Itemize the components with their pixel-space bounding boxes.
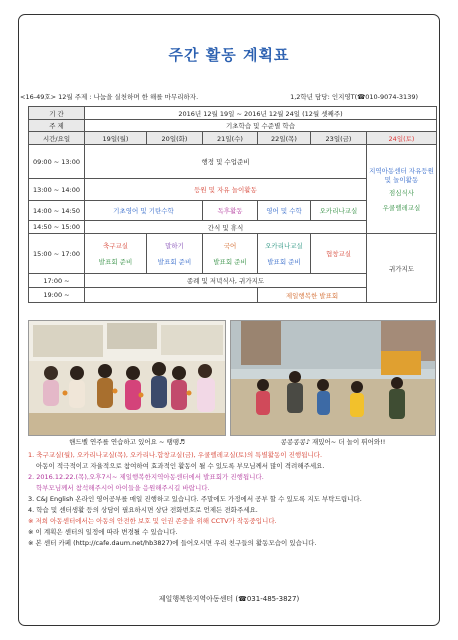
english-math-cell: 영어 및 수학: [258, 201, 311, 221]
period-label: 기 간: [29, 107, 85, 120]
notice-list: [28, 450, 432, 549]
sat-lunch: 점심식사: [388, 189, 415, 197]
recital-prep: 발표회 준비: [267, 257, 301, 266]
sat-ukulele: 우쿨렐레교실: [382, 204, 421, 212]
page-title: 주간 활동 계획표: [168, 46, 290, 64]
dismissal-dinner-cell: 종례 및 저녁식사, 귀가지도: [85, 274, 367, 288]
time-day-header: 시간/요일: [29, 132, 85, 145]
speaking-class: 말하기: [165, 241, 184, 250]
ocarina-cell: 오카리나교실: [311, 201, 367, 221]
notice-item: ※ 저희 아동센터에서는 아동의 안전한 보호 및 인권 존중을 위해 CCTV가 작동중입니다.: [28, 517, 277, 525]
day-wed: 21일(수): [203, 132, 258, 145]
korean-class: 국어: [223, 241, 237, 250]
notice-item: 3. C&J English 온라인 영어공부를 매일 진행하고 있습니다. 주말에도 가정에서 공부 할 수 있도록 지도 부탁드립니다.: [28, 495, 362, 503]
time-slot: 19:00 ~: [29, 288, 85, 303]
time-slot: 17:00 ~: [29, 274, 85, 288]
period-value: 2016년 12월 19일 ~ 2016년 12월 24일 (12월 셋째주): [85, 107, 437, 120]
notice-item: ※ 이 계획은 센터의 일정에 따라 변경될 수 있습니다.: [28, 528, 178, 536]
teacher-contact: 1,2학년 담당: 인지영T(☎010-9074-3139): [290, 93, 418, 101]
notice-item: ※ 본 센터 카페 (http://cafe.daum.net/hb3827)에 들어오시면 우리 친구들의 활동모습이 있습니다.: [28, 539, 317, 547]
day-fri: 23일(금): [311, 132, 367, 145]
monthly-theme-line: <16-49호> 12월 주제 : 나눔을 실천하며 한 해를 마무리하자.: [20, 93, 199, 101]
theme-value: 기초학습 및 수준별 학습: [85, 120, 437, 132]
admin-prep-cell: 행정 및 수업준비: [85, 145, 367, 179]
notice-item: 1. 축구교실(월), 오카리나교실(목), 오카리나.합창교실(금), 우쿨렐레교실(토)의 특별활동이 진행됩니다.: [28, 451, 323, 459]
time-slot: 15:00 ~ 17:00: [29, 234, 85, 274]
basic-english-math-cell: 기초영어 및 기탄수학: [85, 201, 203, 221]
day-thu: 22일(목): [258, 132, 311, 145]
handbell-caption: 핸드벨 연주를 연습하고 있어요 ~ 땡땡♬: [69, 438, 185, 446]
reading-activity-cell: 독후활동: [203, 201, 258, 221]
sat-go-home: 귀가지도: [367, 234, 437, 303]
notice-item: 학부모님께서 참석해주시어 아이들을 응원해주시길 바랍니다.: [36, 484, 210, 492]
snack-break-cell: 간식 및 휴식: [85, 221, 367, 234]
free-play-cell: 등원 및 자유 놀이활동: [85, 179, 367, 201]
notice-item: 아동이 적극적이고 자율적으로 참여하여 효과적인 활동이 될 수 있도록 부모님께서 많이 격려해주세요.: [36, 462, 325, 470]
ocarina-class: 오카리나교실: [265, 241, 303, 250]
playground-caption: 콩콩콩콩♪ 재밌어~ 더 놀이 뛰어와!!: [280, 438, 386, 446]
time-slot: 14:00 ~ 14:50: [29, 201, 85, 221]
soccer-class: 축구교실: [102, 241, 129, 250]
weekly-schedule-table: [28, 106, 437, 303]
recital-prep: 발표회 준비: [213, 257, 247, 266]
recital-event-cell: 제일행복한 발표회: [258, 288, 367, 303]
playground-photo: [230, 320, 436, 436]
choir-class-cell: 협창교실: [311, 234, 367, 274]
time-slot: 14:50 ~ 15:00: [29, 221, 85, 234]
time-slot: 09:00 ~ 13:00: [29, 145, 85, 179]
day-mon: 19일(월): [85, 132, 147, 145]
theme-label: 주 제: [29, 120, 85, 132]
recital-prep: 발표회 준비: [157, 257, 192, 266]
recital-prep: 발표회 준비: [98, 257, 133, 266]
day-tue: 20일(화): [147, 132, 203, 145]
time-slot: 13:00 ~ 14:00: [29, 179, 85, 201]
activity-photos: [28, 320, 436, 446]
notice-item: 2. 2016.12.22.(목),오후7시~ 제일행복한지역아동센터에서 발표회가 진행됩니다.: [28, 473, 264, 481]
handbell-photo: [28, 320, 226, 436]
center-footer: 제일행복한지역아동센터 (☎031-485-3827): [158, 595, 300, 603]
sat-free-activity: 지역아동센터 자유등원 및 놀이활동: [369, 167, 434, 184]
day-sat: 24일(토): [367, 132, 437, 145]
notice-item: 4. 학습 및 센터생활 등의 상담이 필요하시면 상단 전화번호로 언제든 전화주세요.: [28, 506, 258, 514]
